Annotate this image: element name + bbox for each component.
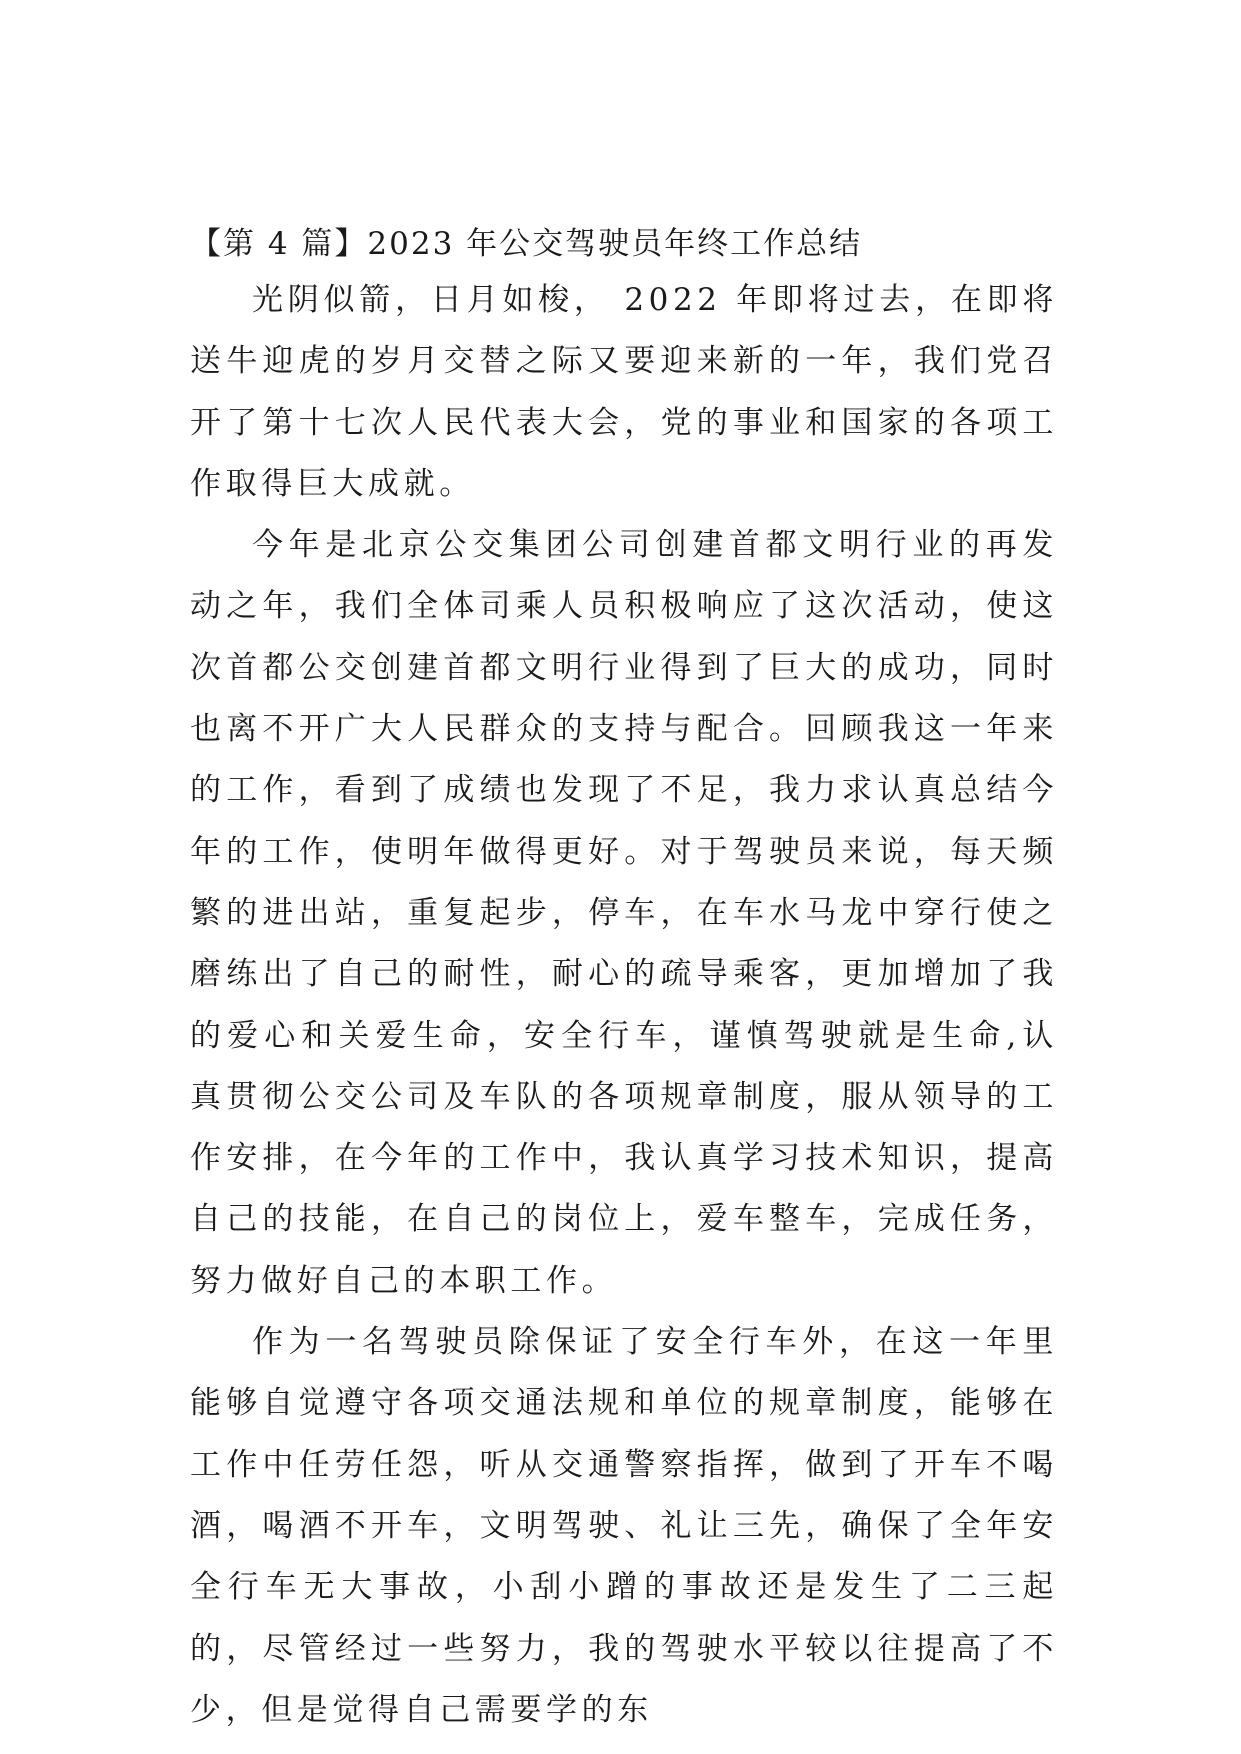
- document-body: [190, 270, 1058, 1741]
- paragraph-3: 作为一名驾驶员除保证了安全行车外，在这一年里能够自觉遵守各项交通法规和单位的规章制度，能够在工作中任劳任怨，听从交通警察指挥，做到了开车不喝酒，喝酒不开车，文明驾驶、礼让三先，确保了全年安全行车无大事故，小刮小蹭的事故还是发生了二三起的，尽管经过一些努力，我的驾驶水平较以往提高了不少，但是觉得自己需要学的东: [190, 1324, 1058, 1728]
- document-title: 【第 4 篇】2023 年公交驾驶员年终工作总结: [190, 226, 863, 262]
- paragraph-1: 光阴似箭，日月如梭， 2022 年即将过去，在即将送牛迎虎的岁月交替之际又要迎来新的一年，我们党召开了第十七次人民代表大会，党的事业和国家的各项工作取得巨大成就。: [190, 282, 1058, 502]
- paragraph-2: 今年是北京公交集团公司创建首都文明行业的再发动之年，我们全体司乘人员积极响应了这次活动，使这次首都公交创建首都文明行业得到了巨大的成功，同时也离不开广大人民群众的支持与配合。回顾我这一年来的工作，看到了成绩也发现了不足，我力求认真总结今年的工作，使明年做得更好。对于驾驶员来说，每天频繁的进出站，重复起步，停车，在车水马龙中穿行使之磨练出了自己的耐性，耐心的疏导乘客，更加增加了我的爱心和关爱生命，安全行车，谨慎驾驶就是生命,认真贯彻公交公司及车队的各项规章制度，服从领导的工作安排，在今年的工作中，我认真学习技术知识，提高自己的技能，在自己的岗位上，爱车整车，完成任务，努力做好自己的本职工作。: [190, 527, 1058, 1299]
